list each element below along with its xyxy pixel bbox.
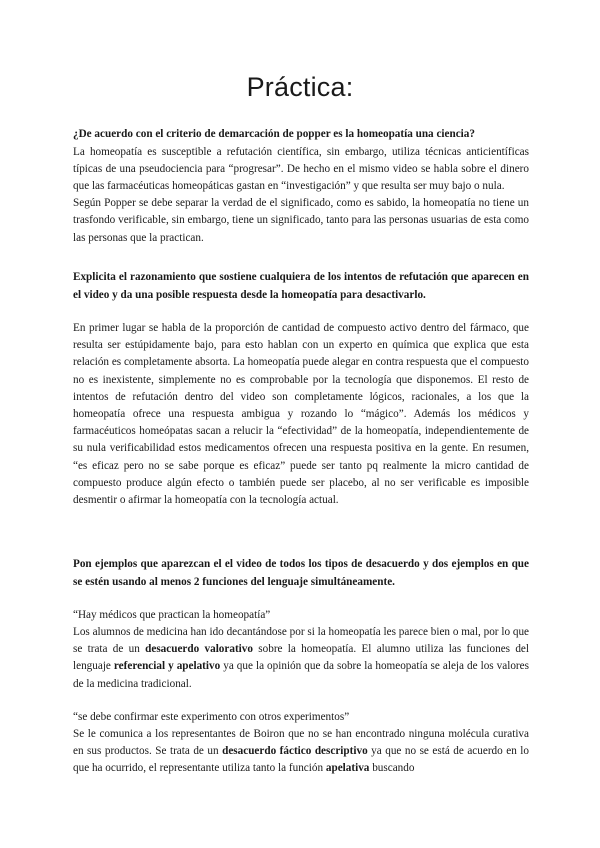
example-1-paragraph bbox=[73, 624, 529, 693]
section-1-paragraph-1: La homeopatía es susceptible a refutación científica, sin embargo, utiliza técnicas anticientíficas típicas de una pseudociencia para “progresar”. De hecho en el mismo video se habla sobre el dinero que las farmacéuticas homeopáticas gastan en “investigación” y que resulta ser muy bajo o nula. bbox=[73, 145, 529, 192]
example-1-text-c: ya que la opinión que da sobre la homeopatía se aleja de los valores de la medicina tradicional. bbox=[73, 660, 529, 690]
question-3: Pon ejemplos que aparezcan el el video de todos los tipos de desacuerdo y dos ejemplos en que se estén usando al menos 2 funciones del lenguaje simultáneamente. bbox=[73, 558, 529, 588]
page-title: Práctica: bbox=[246, 72, 354, 102]
question-2: Explicita el razonamiento que sostiene cualquiera de los intentos de refutación que aparecen en el video y da una posible respuesta desde la homeopatía para desactivarlo. bbox=[73, 271, 529, 301]
section-1-paragraph-2: Según Popper se debe separar la verdad de el significado, como es sabido, la homeopatía no tiene un trasfondo verificable, sin embargo, tiene un significado, tanto para las personas usuarias de esta como las personas que la practican. bbox=[73, 197, 529, 244]
example-2-text-b: ya que no se está de acuerdo en lo que ha ocurrido, el representante utiliza tanto la función bbox=[73, 745, 530, 775]
section-3 bbox=[73, 556, 529, 777]
example-2-quote: “se debe confirmar este experimento con otros experimentos” bbox=[73, 710, 350, 723]
section-1 bbox=[73, 126, 529, 247]
example-2-text-a: Se le comunica a los representantes de Boiron que no se han encontrado ninguna molécula curativa en sus productos. Se trata de un bbox=[73, 727, 529, 758]
example-1-bold-a: desacuerdo valorativo bbox=[145, 643, 253, 656]
section-2 bbox=[73, 269, 529, 509]
example-1-text-a: Los alumnos de medicina han ido decantándose por si la homeopatía les parece bien o mal, por lo que se trata de un bbox=[73, 626, 529, 656]
example-2-paragraph bbox=[73, 726, 529, 778]
example-2-bold-a: desacuerdo fáctico descriptivo bbox=[222, 745, 368, 758]
example-2-bold-b: apelativa bbox=[325, 762, 370, 775]
section-2-paragraph: En primer lugar se habla de la proporción de cantidad de compuesto activo dentro del fármaco, que resulta ser estúpidamente bajo, para esto hablan con un experto en química que explica que esta relación es completamente absorta. La homeopatía puede alegar en contra respuesta que el compuesto no es inexistente, simplemente no es comprobable por la tecnología que disponemos. El resto de intentos de refutación dentro del video son completamente lógicos, racionales, a los que la homeopatía ofrece una respuesta ambigua y rozando lo “mágico”. Además los médicos y farmacéuticos homeópatas sacan a relucir la “efectividad” de la homeopatía, independientemente de su nula verificabilidad estos medicamentos ofrecen una respuesta positiva en la gente. En resumen, “es eficaz pero no se sabe porque es eficaz” puede ser tanto pq realmente la micro cantidad de compuesto produce algún efecto o también puede ser placebo, al no ser verificable es imposible desmentir o afirmar la homeopatía con la tecnología actual. bbox=[73, 322, 530, 507]
example-1-bold-b: referencial y apelativo bbox=[113, 660, 221, 673]
example-1-text-b: sobre la homeopatía. El alumno utiliza las funciones del lenguaje bbox=[73, 643, 529, 673]
example-1-quote: “Hay médicos que practican la homeopatía” bbox=[73, 609, 271, 621]
question-1: ¿De acuerdo con el criterio de demarcación de popper es la homeopatía una ciencia? bbox=[73, 128, 475, 140]
example-2-text-c: buscando bbox=[369, 762, 415, 775]
